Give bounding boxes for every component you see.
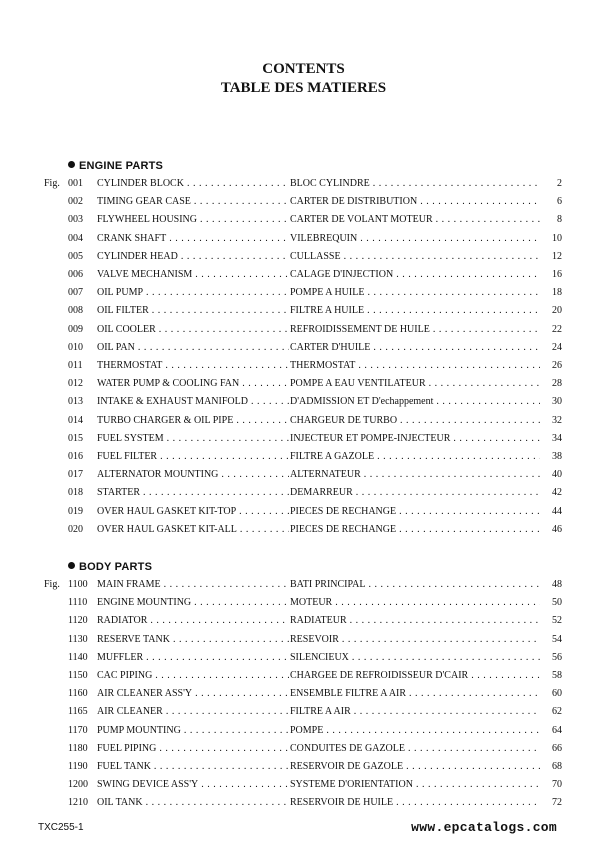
- toc-row: [0, 794, 607, 812]
- fig-prefix: Fig.: [44, 178, 60, 189]
- page-number: 72: [552, 797, 562, 809]
- entry-french: MOTEUR . . .: [290, 594, 540, 612]
- toc-row: [0, 667, 607, 685]
- page-number: 6: [557, 196, 562, 208]
- entry-french: POMPE A HUILE . . .: [290, 284, 540, 302]
- toc-row: [0, 175, 607, 193]
- entry-french: INJECTEUR ET POMPE-INJECTEUR . . .: [290, 430, 540, 448]
- fig-number: 1160: [68, 688, 88, 700]
- toc-row: [0, 412, 607, 430]
- entry-english: MAIN FRAME . . .: [97, 576, 289, 594]
- fig-number: 010: [68, 341, 83, 353]
- entry-english: FUEL SYSTEM . . .: [97, 430, 289, 448]
- entry-french: PIECES DE RECHANGE . . .: [290, 521, 540, 539]
- page-number: 22: [552, 323, 562, 335]
- entry-english: OVER HAUL GASKET KIT-TOP . . .: [97, 503, 289, 521]
- page-number: 38: [552, 451, 562, 462]
- entry-english: OIL PAN . . .: [97, 339, 289, 357]
- fig-number: 013: [68, 396, 83, 408]
- fig-number: 012: [68, 378, 83, 390]
- toc-row: [0, 703, 607, 721]
- page-number: 64: [552, 724, 562, 736]
- entry-french: CHARGEUR DE TURBO . . .: [290, 412, 540, 430]
- fig-number: 003: [68, 214, 83, 226]
- page-number: 2: [557, 178, 562, 189]
- fig-number: 008: [68, 305, 83, 317]
- toc-row: [0, 321, 607, 339]
- entry-french: CULLASSE . . .: [290, 248, 540, 266]
- toc-row: [0, 393, 607, 411]
- section-heading-label: BODY PARTS: [79, 561, 153, 573]
- page-number: 10: [552, 232, 562, 244]
- page-number: 46: [552, 523, 562, 535]
- page-number: 40: [552, 469, 562, 481]
- page-number: 70: [552, 779, 562, 791]
- fig-number: 1170: [68, 724, 88, 736]
- page-number: 44: [552, 505, 562, 517]
- entry-french: PIECES DE RECHANGE . . .: [290, 503, 540, 521]
- fig-number: 1100: [68, 579, 88, 590]
- bullet-icon: [68, 161, 75, 168]
- entry-french: FILTRE A GAZOLE . . .: [290, 448, 540, 466]
- toc-row: [0, 266, 607, 284]
- fig-number: 020: [68, 523, 83, 535]
- section-heading: [68, 160, 163, 172]
- entry-english: THERMOSTAT . . .: [97, 357, 289, 375]
- entry-french: DEMARREUR . . .: [290, 484, 540, 502]
- page-number: 68: [552, 761, 562, 772]
- page-number: 48: [552, 579, 562, 590]
- toc-row: [0, 576, 607, 594]
- page-subtitle: TABLE DES MATIERES: [220, 80, 387, 96]
- page-number: 20: [552, 305, 562, 317]
- entry-french: FILTRE A HUILE . . .: [290, 302, 540, 320]
- fig-number: 011: [68, 360, 83, 371]
- entry-french: FILTRE A AIR . . .: [290, 703, 540, 721]
- toc-row: [0, 521, 607, 539]
- entry-english: ALTERNATOR MOUNTING . . .: [97, 466, 289, 484]
- entry-english: FUEL FILTER . . .: [97, 448, 289, 466]
- entry-english: RESERVE TANK . . .: [97, 631, 289, 649]
- page-number: 54: [552, 633, 562, 645]
- entry-french: CARTER DE VOLANT MOTEUR . . .: [290, 211, 540, 229]
- entry-english: ENGINE MOUNTING . . .: [97, 594, 289, 612]
- page-number: 18: [552, 287, 562, 299]
- fig-number: 005: [68, 250, 83, 262]
- toc-row: [0, 284, 607, 302]
- document-code: TXC255-1: [38, 822, 84, 833]
- fig-number: 1200: [68, 779, 88, 791]
- entry-french: POMPE A EAU VENTILATEUR . . .: [290, 375, 540, 393]
- entry-english: OIL FILTER . . .: [97, 302, 289, 320]
- toc-row: [0, 649, 607, 667]
- page-number: 30: [552, 396, 562, 408]
- entry-english: AIR CLEANER . . .: [97, 703, 289, 721]
- entry-english: WATER PUMP & COOLING FAN . . .: [97, 375, 289, 393]
- entry-english: FUEL PIPING . . .: [97, 740, 289, 758]
- fig-number: 002: [68, 196, 83, 208]
- page-title: CONTENTS: [262, 61, 345, 77]
- entry-french: BLOC CYLINDRE . . .: [290, 175, 540, 193]
- fig-number: 014: [68, 414, 83, 426]
- fig-prefix: Fig.: [44, 579, 60, 590]
- toc-row: [0, 193, 607, 211]
- section-heading: [68, 561, 152, 573]
- entry-english: PUMP MOUNTING . . .: [97, 722, 289, 740]
- entry-french: D'ADMISSION ET D'echappement . . .: [290, 393, 540, 411]
- fig-number: 1210: [68, 797, 88, 809]
- toc-row: [0, 448, 607, 466]
- page-number: 12: [552, 250, 562, 262]
- entry-french: THERMOSTAT . . .: [290, 357, 540, 375]
- entry-french: SYSTEME D'ORIENTATION . . .: [290, 776, 540, 794]
- entry-french: SILENCIEUX . . .: [290, 649, 540, 667]
- toc-row: [0, 375, 607, 393]
- page-number: 28: [552, 378, 562, 390]
- section-heading-label: ENGINE PARTS: [79, 160, 164, 172]
- toc-row: [0, 685, 607, 703]
- fig-number: 1110: [68, 597, 88, 609]
- entry-english: CYLINDER HEAD . . .: [97, 248, 289, 266]
- entry-french: CALAGE D'INJECTION . . .: [290, 266, 540, 284]
- entry-english: FUEL TANK . . .: [97, 758, 289, 776]
- fig-number: 1120: [68, 615, 88, 627]
- entry-french: RESERVOIR DE GAZOLE . . .: [290, 758, 540, 776]
- toc-row: [0, 484, 607, 502]
- fig-number: 1140: [68, 651, 88, 663]
- entry-french: CARTER D'HUILE . . .: [290, 339, 540, 357]
- toc-row: [0, 631, 607, 649]
- page-number: 50: [552, 597, 562, 609]
- toc-row: [0, 248, 607, 266]
- toc-row: [0, 612, 607, 630]
- page-number: 52: [552, 615, 562, 627]
- entry-english: AIR CLEANER ASS'Y . . .: [97, 685, 289, 703]
- website-link[interactable]: www.epcatalogs.com: [411, 820, 557, 835]
- page-number: 32: [552, 414, 562, 426]
- page-number: 16: [552, 269, 562, 280]
- entry-english: RADIATOR . . .: [97, 612, 289, 630]
- entry-french: RADIATEUR . . .: [290, 612, 540, 630]
- toc-row: [0, 357, 607, 375]
- fig-number: 001: [68, 178, 83, 189]
- entry-french: ENSEMBLE FILTRE A AIR . . .: [290, 685, 540, 703]
- toc-row: [0, 740, 607, 758]
- entry-french: ALTERNATEUR . . .: [290, 466, 540, 484]
- entry-french: RESERVOIR DE HUILE . . .: [290, 794, 540, 812]
- entry-english: TURBO CHARGER & OIL PIPE . . .: [97, 412, 289, 430]
- entry-french: CARTER DE DISTRIBUTION . . .: [290, 193, 540, 211]
- entry-english: CRANK SHAFT . . .: [97, 230, 289, 248]
- fig-number: 019: [68, 505, 83, 517]
- fig-number: 016: [68, 451, 83, 462]
- page-number: 34: [552, 432, 562, 444]
- fig-number: 004: [68, 232, 83, 244]
- fig-number: 015: [68, 432, 83, 444]
- toc-row: [0, 339, 607, 357]
- fig-number: 018: [68, 487, 83, 499]
- fig-number: 009: [68, 323, 83, 335]
- page-number: 24: [552, 341, 562, 353]
- page-number: 8: [557, 214, 562, 226]
- toc-row: [0, 776, 607, 794]
- entry-french: REFROIDISSEMENT DE HUILE . . .: [290, 321, 540, 339]
- entry-english: FLYWHEEL HOUSING . . .: [97, 211, 289, 229]
- bullet-icon: [68, 562, 75, 569]
- toc-row: [0, 466, 607, 484]
- entry-english: OVER HAUL GASKET KIT-ALL . . .: [97, 521, 289, 539]
- entry-english: VALVE MECHANISM . . .: [97, 266, 289, 284]
- page-number: 60: [552, 688, 562, 700]
- toc-row: [0, 503, 607, 521]
- page-number: 56: [552, 651, 562, 663]
- toc-row: [0, 758, 607, 776]
- fig-number: 1190: [68, 761, 88, 772]
- fig-number: 006: [68, 269, 83, 280]
- entry-english: CYLINDER BLOCK . . .: [97, 175, 289, 193]
- toc-row: [0, 722, 607, 740]
- toc-row: [0, 430, 607, 448]
- page-number: 66: [552, 742, 562, 754]
- entry-english: MUFFLER . . .: [97, 649, 289, 667]
- toc-row: [0, 302, 607, 320]
- entry-english: INTAKE & EXHAUST MANIFOLD . . .: [97, 393, 289, 411]
- entry-french: VILEBREQUIN . . .: [290, 230, 540, 248]
- entry-english: STARTER . . .: [97, 484, 289, 502]
- entry-english: SWING DEVICE ASS'Y . . .: [97, 776, 289, 794]
- page-number: 26: [552, 360, 562, 371]
- toc-row: [0, 594, 607, 612]
- entry-english: OIL COOLER . . .: [97, 321, 289, 339]
- page-number: 42: [552, 487, 562, 499]
- page-number: 62: [552, 706, 562, 718]
- page-number: 58: [552, 670, 562, 681]
- fig-number: 1165: [68, 706, 88, 718]
- fig-number: 1150: [68, 670, 88, 681]
- entry-french: CHARGEE DE REFROIDISSEUR D'CAIR . . .: [290, 667, 540, 685]
- entry-english: CAC PIPING . . .: [97, 667, 289, 685]
- fig-number: 1180: [68, 742, 88, 754]
- fig-number: 007: [68, 287, 83, 299]
- toc-row: [0, 211, 607, 229]
- entry-french: RESEVOIR . . .: [290, 631, 540, 649]
- entry-french: POMPE . . .: [290, 722, 540, 740]
- entry-english: OIL PUMP . . .: [97, 284, 289, 302]
- entry-french: BATI PRINCIPAL . . .: [290, 576, 540, 594]
- fig-number: 1130: [68, 633, 88, 645]
- toc-row: [0, 230, 607, 248]
- entry-french: CONDUITES DE GAZOLE . . .: [290, 740, 540, 758]
- entry-english: TIMING GEAR CASE . . .: [97, 193, 289, 211]
- entry-english: OIL TANK . . .: [97, 794, 289, 812]
- fig-number: 017: [68, 469, 83, 481]
